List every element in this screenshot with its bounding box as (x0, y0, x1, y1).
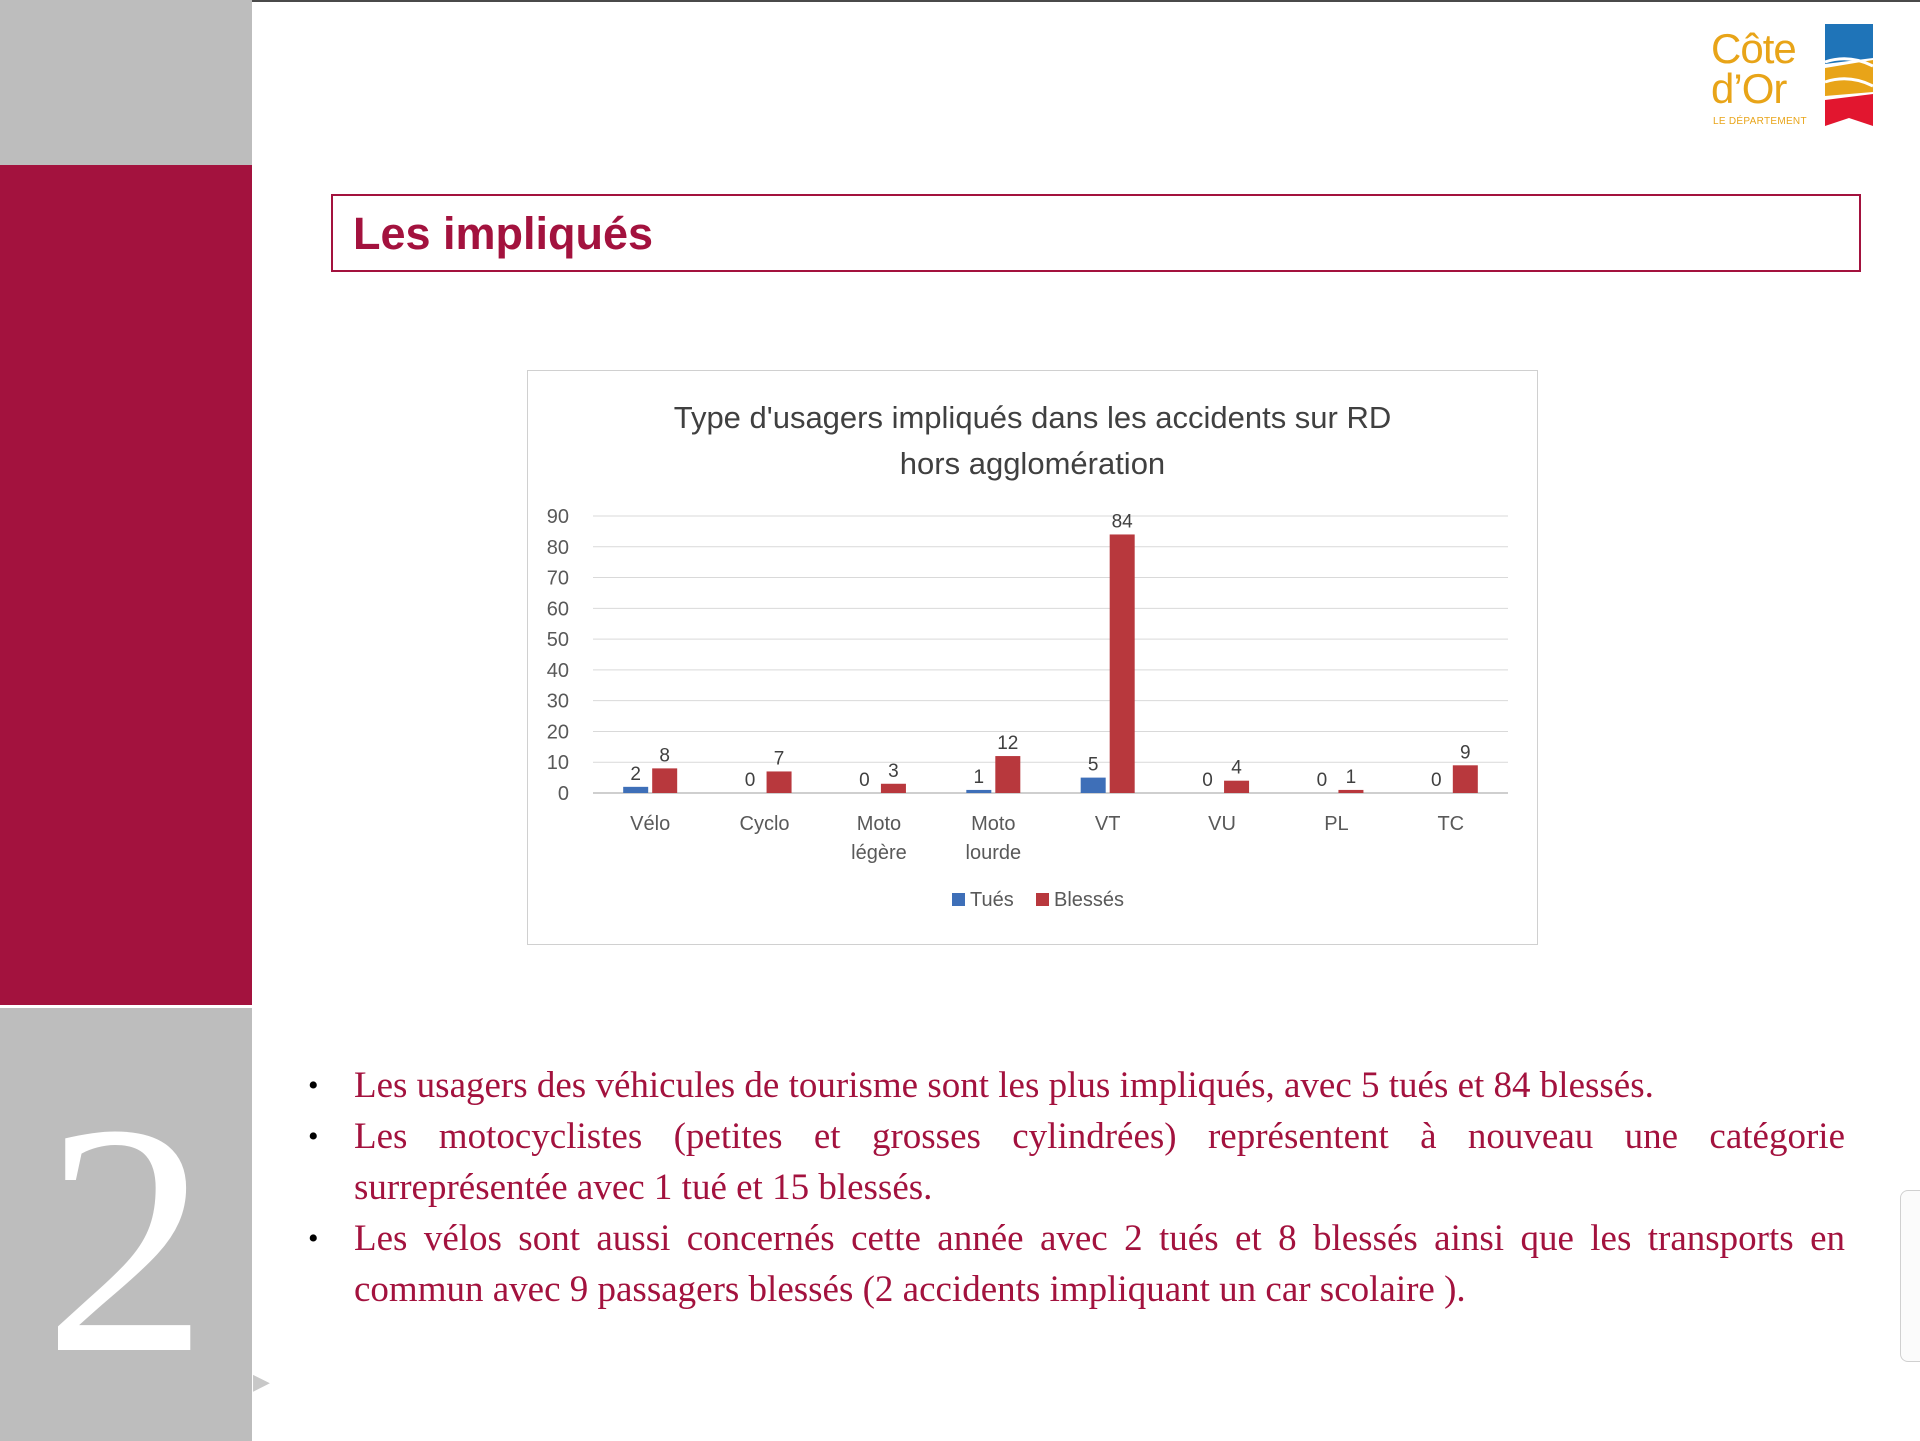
slide-title-box (331, 194, 1861, 272)
bullet-item (300, 1060, 1845, 1111)
x-tick-label: Cyclo (739, 813, 790, 835)
x-tick-label: Moto (971, 813, 1016, 835)
bar-blesses (767, 771, 792, 793)
bullet-item (300, 1213, 1845, 1315)
bar-blesses (1110, 534, 1135, 793)
data-label: 0 (1202, 770, 1213, 791)
x-tick-label: PL (1324, 813, 1349, 835)
y-tick-label: 60 (546, 598, 569, 621)
data-label: 2 (630, 763, 641, 785)
bar-tues (623, 787, 648, 793)
y-tick-label: 10 (546, 752, 569, 775)
section-number: 2 (43, 1057, 209, 1422)
bar-blesses (652, 768, 677, 793)
data-label: 4 (1231, 757, 1242, 779)
y-tick-label: 80 (546, 536, 569, 559)
x-tick-label: légère (851, 842, 907, 864)
slide-title: Les impliqués (353, 208, 654, 259)
side-scroll-handle[interactable] (1900, 1190, 1920, 1362)
bar-tues (1081, 778, 1106, 793)
bullet-text: Les vélos sont aussi concernés cette année avec 2 tués et 8 blessés ainsi que les transports en commun avec 9 passagers blessés (2 accidents impliquant un car scolaire ). (354, 1218, 1845, 1310)
bar-blesses (1338, 790, 1363, 793)
chart-title-line1: Type d'usagers impliqués dans les accidents sur RD (673, 400, 1392, 435)
y-tick-label: 0 (557, 783, 569, 805)
x-tick-label: TC (1437, 813, 1465, 835)
bar-blesses (1224, 781, 1249, 793)
legend-swatch (1036, 893, 1049, 906)
y-tick-label: 70 (546, 567, 569, 590)
x-tick-label: Moto (856, 813, 902, 835)
chart-container (527, 370, 1538, 945)
data-label: 84 (1111, 511, 1133, 533)
logo-subtitle: LE DÉPARTEMENT (1713, 116, 1807, 127)
bullet-text: Les usagers des véhicules de tourisme sont les plus impliqués, avec 5 tués et 84 blessés. (354, 1065, 1654, 1106)
data-label: 1 (973, 766, 985, 788)
data-label: 0 (1431, 770, 1442, 791)
y-tick-label: 50 (546, 629, 569, 652)
y-tick-label: 30 (546, 690, 569, 713)
x-tick-label: Vélo (630, 813, 671, 835)
bar-chart (528, 371, 1539, 946)
cote-dor-logo (1705, 24, 1873, 134)
data-label: 0 (859, 770, 870, 791)
logo-line1: Côte (1711, 25, 1796, 72)
y-tick-label: 90 (546, 506, 569, 528)
play-icon[interactable]: ▶ (253, 1369, 270, 1394)
x-tick-label: lourde (965, 842, 1022, 864)
sidebar-top-block (0, 0, 252, 165)
x-tick-label: VT (1094, 813, 1121, 835)
data-label: 0 (744, 770, 756, 791)
bullet-text: Les motocyclistes (petites et grosses cylindrées) représentent à nouveau une catégorie surreprésentée avec 1 tué et 15 blessés. (354, 1116, 1845, 1208)
bar-blesses (995, 756, 1020, 793)
data-label: 7 (773, 748, 785, 770)
data-label: 1 (1345, 766, 1357, 788)
bullet-dot-icon: • (308, 1069, 319, 1102)
bullet-dot-icon: • (308, 1120, 319, 1153)
bullet-dot-icon: • (308, 1222, 319, 1255)
data-label: 9 (1460, 742, 1471, 764)
x-tick-label: VU (1208, 813, 1236, 835)
legend-label: Blessés (1054, 889, 1125, 911)
y-tick-label: 40 (546, 659, 569, 682)
logo-flag-red (1825, 94, 1873, 126)
data-label: 5 (1087, 754, 1099, 776)
bar-blesses (1453, 765, 1478, 793)
logo-flag-icon (1819, 24, 1873, 126)
sidebar-accent-block (0, 165, 252, 1005)
data-label: 12 (997, 733, 1019, 755)
logo-line2: d’Or (1711, 65, 1787, 112)
legend-swatch (952, 893, 965, 906)
data-label: 8 (659, 745, 670, 767)
y-tick-label: 20 (546, 721, 569, 744)
chart-title-line2: hors agglomération (899, 446, 1166, 481)
data-label: 3 (888, 760, 899, 782)
data-label: 0 (1316, 770, 1328, 791)
legend-label: Tués (970, 889, 1014, 911)
bullet-item (300, 1111, 1845, 1213)
bar-tues (966, 790, 991, 793)
top-rule (252, 0, 1920, 2)
bullet-list (300, 1060, 1845, 1315)
bar-blesses (881, 784, 906, 793)
